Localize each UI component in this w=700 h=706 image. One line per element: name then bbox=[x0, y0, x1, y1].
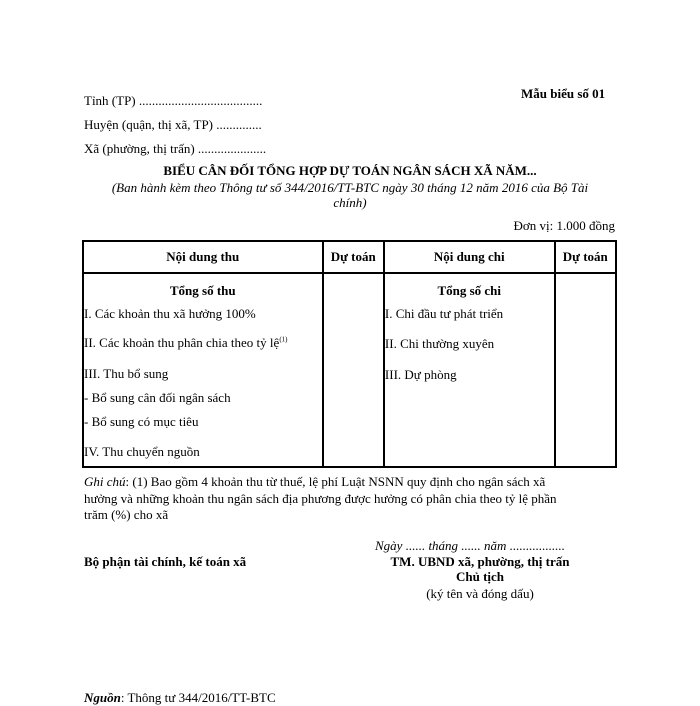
expenditure-estimate-cell bbox=[555, 273, 616, 467]
header-expenditure-estimate: Dự toán bbox=[555, 241, 616, 273]
signature-left-title: Bộ phận tài chính, kế toán xã bbox=[84, 554, 247, 569]
district-line: Huyện (quận, thị xã, TP) .............. bbox=[84, 117, 262, 132]
note-line-3: trăm (%) cho xã bbox=[84, 507, 169, 522]
revenue-item-3: III. Thu bổ sung bbox=[84, 366, 169, 381]
revenue-item-3a: - Bổ sung cân đối ngân sách bbox=[84, 390, 231, 405]
commune-line: Xã (phường, thị trấn) ..................... bbox=[84, 141, 267, 156]
unit-label: Đơn vị: 1.000 đồng bbox=[513, 218, 615, 233]
header-revenue-content: Nội dung thu bbox=[83, 241, 323, 273]
source-line bbox=[84, 690, 276, 706]
footnote-marker: (1) bbox=[279, 335, 288, 344]
source-text: : Thông tư 344/2016/TT-BTC bbox=[120, 690, 276, 705]
form-number: Mẫu biểu số 01 bbox=[521, 86, 606, 101]
table-header-row bbox=[83, 241, 616, 273]
expenditure-item-1: I. Chi đầu tư phát triển bbox=[384, 306, 504, 321]
signature-date: Ngày ...... tháng ...... năm ................. bbox=[375, 538, 565, 553]
signature-right-title: TM. UBND xã, phường, thị trấn bbox=[390, 554, 570, 569]
signature-right-note: (ký tên và đóng dấu) bbox=[426, 586, 534, 601]
header-expenditure-content: Nội dung chi bbox=[384, 241, 555, 273]
revenue-item-1: I. Các khoản thu xã hưởng 100% bbox=[84, 306, 256, 321]
header-revenue-estimate: Dự toán bbox=[323, 241, 384, 273]
revenue-item-2-label: II. Các khoản thu phân chia theo tỷ lệ bbox=[84, 335, 280, 350]
document-subtitle-line2: chính) bbox=[333, 195, 367, 210]
note-label: Ghi chú bbox=[84, 474, 126, 489]
revenue-total: Tổng số thu bbox=[169, 283, 236, 298]
document-title: BIỂU CÂN ĐỐI TỔNG HỢP DỰ TOÁN NGÂN SÁCH XÃ NĂM... bbox=[163, 163, 537, 178]
note-line-1 bbox=[84, 474, 545, 490]
revenue-cell bbox=[83, 273, 323, 467]
table-body-row bbox=[83, 273, 616, 467]
revenue-item-2 bbox=[84, 335, 287, 351]
expenditure-cell bbox=[384, 273, 555, 467]
expenditure-total: Tổng số chi bbox=[437, 283, 502, 298]
revenue-item-3b: - Bổ sung có mục tiêu bbox=[84, 414, 199, 429]
document-subtitle-line1: (Ban hành kèm theo Thông tư số 344/2016/TT-BTC ngày 30 tháng 12 năm 2016 của Bộ Tài bbox=[111, 180, 589, 195]
signature-right-role: Chủ tịch bbox=[455, 569, 505, 584]
revenue-estimate-cell bbox=[323, 273, 384, 467]
province-line: Tỉnh (TP) ...................................... bbox=[84, 93, 263, 108]
note-line-2: hưởng và những khoản thu ngân sách địa phương được hưởng có phân chia theo tỷ lệ phần bbox=[84, 491, 557, 506]
note-text-1: : (1) Bao gồm 4 khoản thu từ thuế, lệ phí Luật NSNN quy định cho ngân sách xã bbox=[125, 474, 546, 489]
expenditure-item-2: II. Chi thường xuyên bbox=[384, 336, 495, 351]
revenue-item-4: IV. Thu chuyển nguồn bbox=[84, 444, 200, 459]
source-label: Nguồn bbox=[84, 690, 121, 705]
budget-table bbox=[82, 240, 617, 468]
expenditure-item-3: III. Dự phòng bbox=[384, 367, 457, 382]
